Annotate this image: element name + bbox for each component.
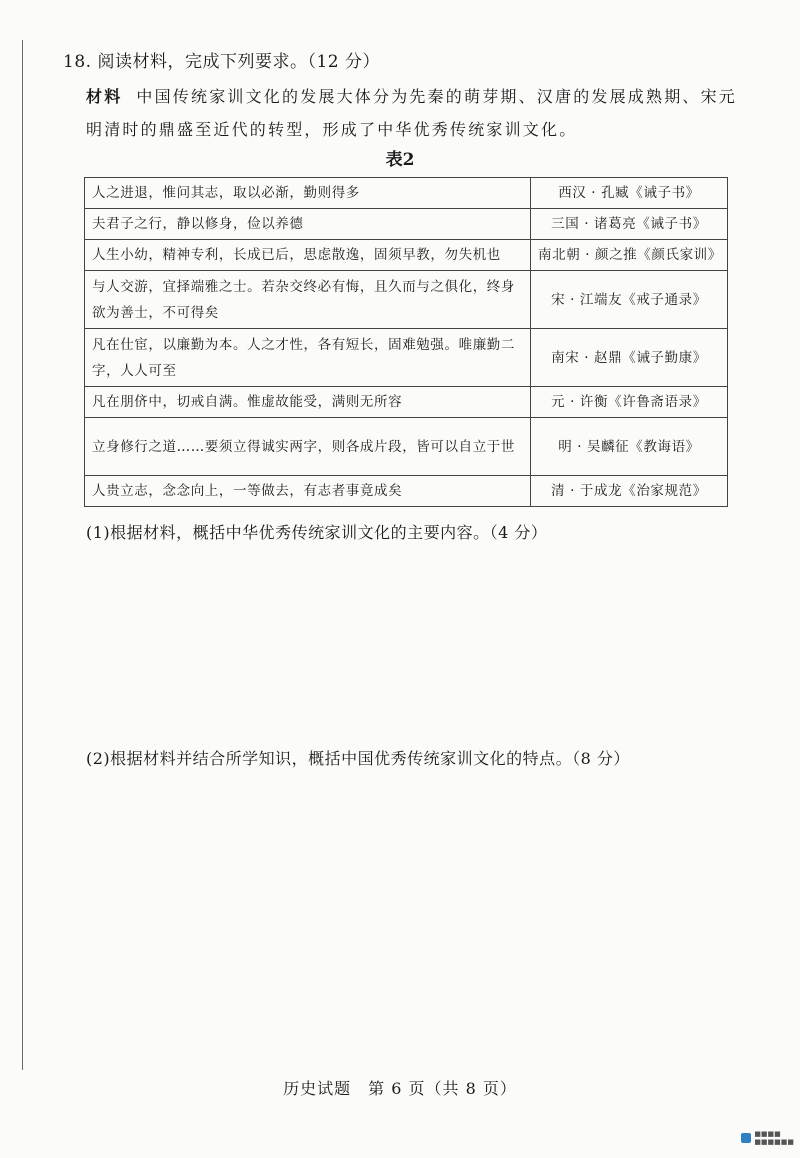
table-row — [85, 178, 728, 209]
source-cell: 南北朝 · 颜之推《颜氏家训》 — [531, 240, 728, 271]
page-footer: 历史试题 第 6 页（共 8 页） — [283, 1079, 517, 1098]
quote-cell: 人之进退，惟问其志，取以必渐，勤则得多 — [85, 178, 531, 209]
source-cell: 宋 · 江端友《戒子通录》 — [531, 271, 728, 329]
source-cell: 明 · 吴麟征《教诲语》 — [531, 418, 728, 476]
question-header: 18. 阅读材料，完成下列要求。（12 分） — [63, 52, 380, 72]
source-cell: 元 · 许衡《许鲁斋语录》 — [531, 387, 728, 418]
watermark-text: ■■■■ ■■■■■■ — [754, 1130, 794, 1146]
table-row — [85, 387, 728, 418]
material-paragraph — [86, 80, 746, 146]
material-label: 材料 — [86, 87, 123, 106]
sub-question-2: (2)根据材料并结合所学知识，概括中国优秀传统家训文化的特点。（8 分） — [86, 749, 630, 768]
table-row — [85, 240, 728, 271]
quote-cell: 凡在朋侪中，切戒自满。惟虚故能受，满则无所容 — [85, 387, 531, 418]
sub-question-1: (1)根据材料，概括中华优秀传统家训文化的主要内容。（4 分） — [86, 523, 548, 542]
quote-cell: 与人交游，宜择端雅之士。若杂交终必有悔，且久而与之俱化，终身欲为善士，不可得矣 — [85, 271, 531, 329]
quote-cell: 夫君子之行，静以修身，俭以养德 — [85, 209, 531, 240]
table-row — [85, 418, 728, 476]
quote-cell: 凡在仕宦，以廉勤为本。人之才性，各有短长，固难勉强。唯廉勤二字，人人可至 — [85, 329, 531, 387]
source-cell: 西汉 · 孔臧《诫子书》 — [531, 178, 728, 209]
table-row — [85, 271, 728, 329]
table-row — [85, 209, 728, 240]
quote-cell: 立身修行之道……要须立得诚实两字，则各成片段，皆可以自立于世 — [85, 418, 531, 476]
family-precepts-table — [84, 177, 728, 507]
source-cell: 三国 · 诸葛亮《诫子书》 — [531, 209, 728, 240]
table-row — [85, 476, 728, 507]
watermark-logo-icon — [741, 1133, 751, 1143]
material-text: 中国传统家训文化的发展大体分为先秦的萌芽期、汉唐的发展成熟期、宋元明清时的鼎盛至近代的转型，形成了中华优秀传统家训文化。 — [86, 87, 738, 139]
binding-margin-line — [22, 40, 23, 1070]
source-cell: 南宋 · 赵鼎《诫子勤康》 — [531, 329, 728, 387]
quote-cell: 人生小幼，精神专利，长成已后，思虑散逸，固须早教，勿失机也 — [85, 240, 531, 271]
scanner-watermark — [741, 1130, 794, 1146]
quote-cell: 人贵立志，念念向上，一等做去，有志者事竟成矣 — [85, 476, 531, 507]
source-cell: 清 · 于成龙《治家规范》 — [531, 476, 728, 507]
table-row — [85, 329, 728, 387]
table-title: 表2 — [385, 150, 415, 170]
